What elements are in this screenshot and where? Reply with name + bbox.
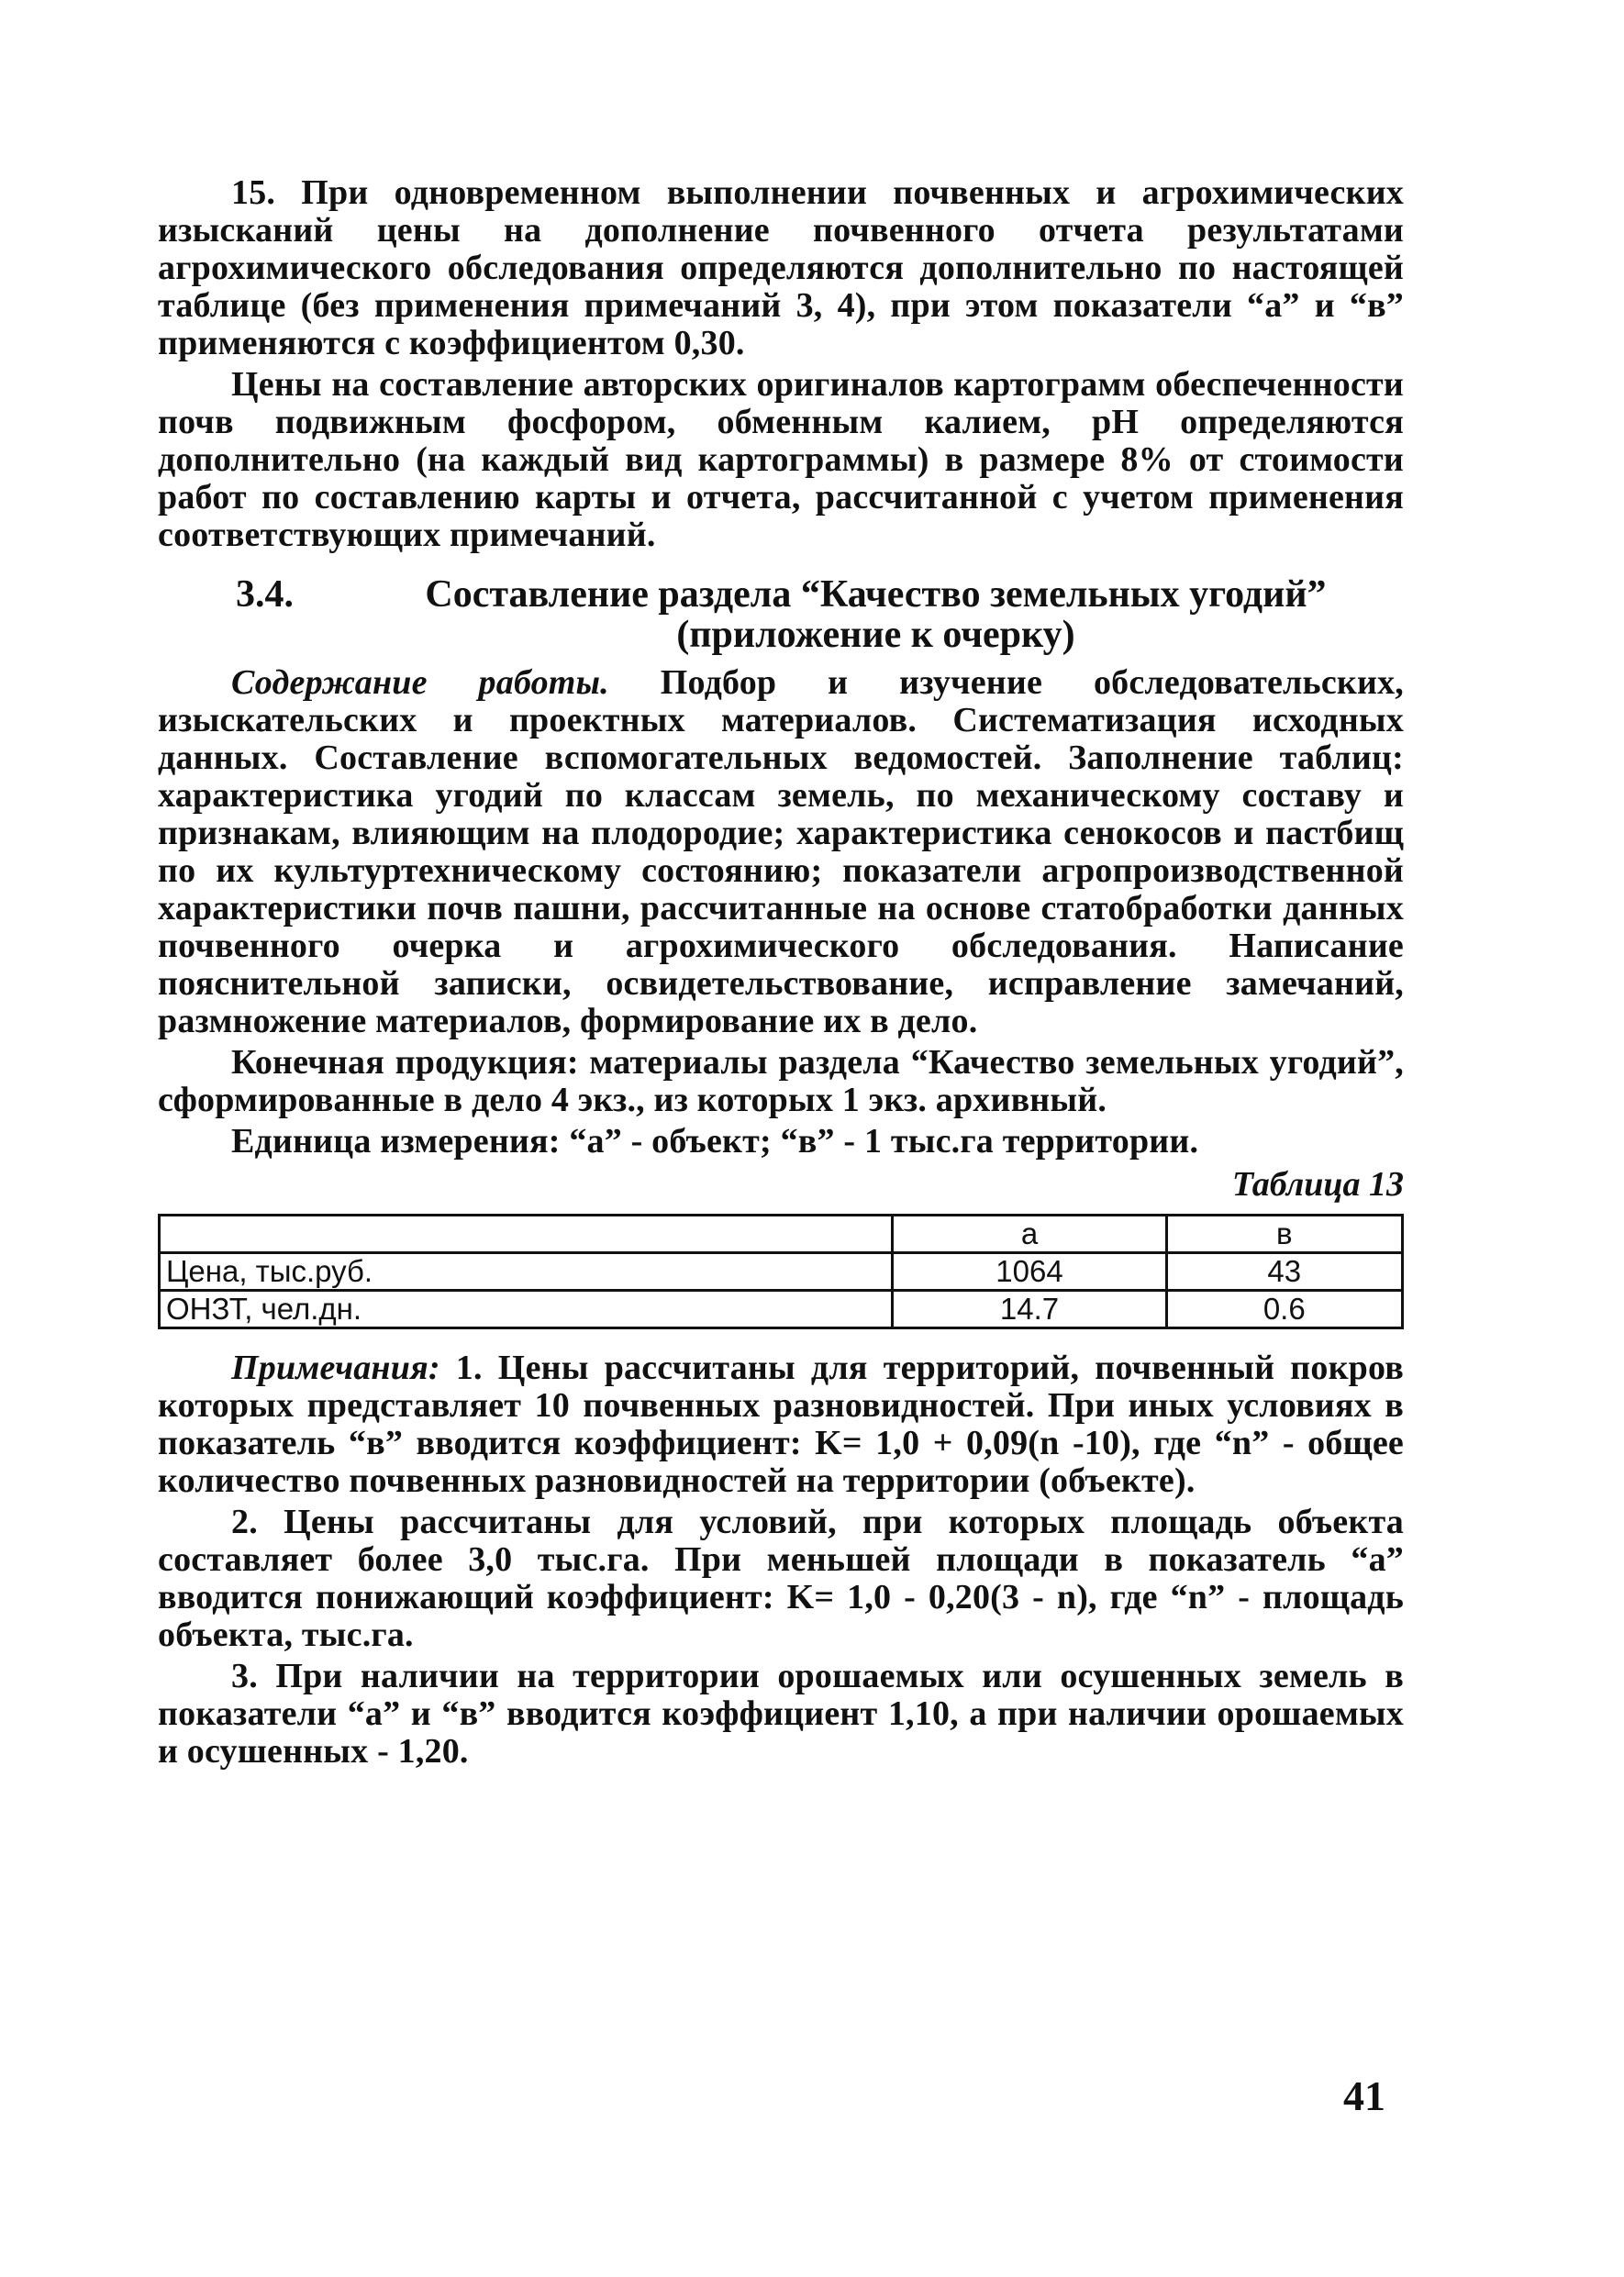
table-cell: ОНЗТ, чел.дн. [160,1291,893,1328]
page-number: 41 [1343,2072,1385,2119]
table-row [160,1253,1403,1291]
section-number: 3.4. [236,573,294,616]
table-cell: 43 [1166,1253,1402,1291]
table-header-cell [160,1216,893,1253]
section-heading [158,574,1404,655]
paragraph-cartograms: Цены на составление авторских оригиналов картограмм обеспеченности почв подвижным фосфором, обменным калием, pH определяются дополнительно (на каждый вид картограммы) в размере 8% от стоимости работ по составлению карты и отчета, рассчитанной с учетом применения соответствующих примечаний. [158,365,1404,554]
note-2: 2. Цены рассчитаны для условий, при которых площадь объекта составляет более 3,0 тыс.га. При меньшей площади в показатель “а” вводится понижающий коэффициент: K= 1,0 - 0,20(3 - n), где “n” - площадь объекта, тыс.га. [158,1503,1404,1654]
content-lead: Содержание работы. [231,663,609,702]
table-cell: 1064 [893,1253,1166,1291]
table-header-row [160,1216,1403,1253]
price-table [158,1214,1404,1329]
unit-paragraph: Единица измерения: “а” - объект; “в” - 1 тыс.га территории. [231,1122,1199,1161]
note-3: 3. При наличии на территории орошаемых или осушенных земель в показатели “а” и “в” вводится коэффициент 1,10, а при наличии орошаемых и осушенных - 1,20. [158,1657,1404,1771]
table-header-cell: в [1166,1216,1402,1253]
section-title: Составление раздела “Качество земельных угодий” (приложение к очерку) [425,573,1327,656]
content-text: Подбор и изучение обследовательских, изыскательских и проектных материалов. Систематизация исходных данных. Составление вспомогательных ведомостей. Заполнение таблиц: характеристика угодий по классам земель, по механическому составу и признакам, влияющим на плодородие; характеристика сенокосов и пастбищ по их культуртехническому состоянию; показатели агропроизводственной характеристики почв пашни, рассчитанные на основе статобработки данных почвенного очерка и агрохимического обследования. Написание пояснительной записки, освидетельствование, исправление замечаний, размножение материалов, формирование их в дело. [158,663,1405,1040]
table-cell: 0.6 [1166,1291,1402,1328]
table-row [160,1291,1403,1328]
table-cell: 14.7 [893,1291,1166,1328]
paragraph-15: 15. При одновременном выполнении почвенных и агрохимических изысканий цены на дополнение почвенного отчета результатами агрохимического обследования определяются дополнительно по настоящей таблице (без применения примечаний 3, 4), при этом показатели “а” и “в” применяются с коэффициентом 0,30. [158,173,1404,362]
notes-lead: Примечания: [231,1349,440,1387]
note-1 [158,1350,1404,1500]
content-paragraph [158,664,1404,1040]
note-1-text: 1. Цены рассчитаны для территорий, почвенный покров которых представляет 10 почвенных разновидностей. При иных условиях в показатель “в” вводится коэффициент: K= 1,0 + 0,09(n -10), где “n” - общее количество почвенных разновидностей на территории (объекте). [158,1349,1404,1500]
table-header-cell: а [893,1216,1166,1253]
table-caption: Таблица 13 [1231,1165,1404,1204]
table-cell: Цена, тыс.руб. [160,1253,893,1291]
final-product-paragraph: Конечная продукция: материалы раздела “Качество земельных угодий”, сформированные в дело 4 экз., из которых 1 экз. архивный. [158,1043,1404,1119]
